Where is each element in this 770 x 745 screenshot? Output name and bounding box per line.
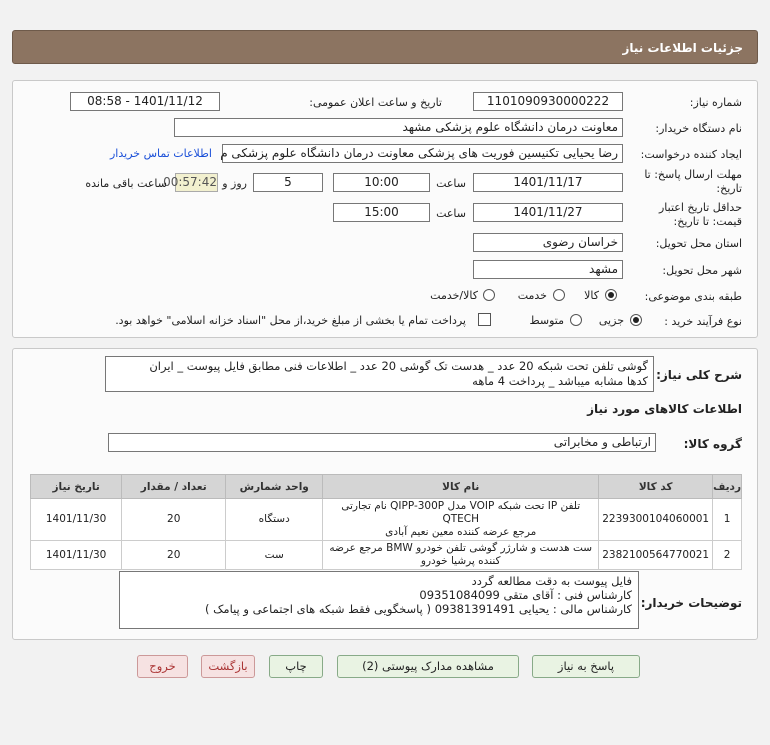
page-title-bar [12,30,758,64]
print-button[interactable]: چاپ [269,655,323,678]
deadline-label-1: مهلت ارسال پاسخ: تا [644,168,742,181]
goods-table [30,474,742,570]
view-attachments-button[interactable]: مشاهده مدارک پیوستی (2) [337,655,519,678]
row-name-line1: ست هدست و شارژر گوشی تلفن خودرو BMW مرجع عرضه [329,542,593,554]
need-number-label: شماره نیاز: [689,96,742,109]
category-radio-both[interactable] [483,289,495,301]
validity-label-2: قیمت: تا تاریخ: [673,215,742,228]
row-date: 1401/11/30 [31,499,122,541]
requester-field: رضا یحیایی تکنیسین فوریت های پزشکی معاونت درمان دانشگاه علوم پزشکی م [222,144,623,163]
process-radio-medium[interactable] [570,314,582,326]
col-unit-header: واحد شمارش [226,475,323,499]
process-option-medium: متوسط [529,314,564,327]
row-index: 1 [713,499,742,541]
need-number-field: 1101090930000222 [473,92,623,111]
row-unit: دستگاه [226,499,323,541]
city-label: شهر محل تحویل: [662,264,742,277]
row-name [323,499,599,541]
province-field: خراسان رضوی [473,233,623,252]
treasury-payment-note: پرداخت تمام یا بخشی از مبلغ خرید،از محل "اسناد خزانه اسلامی" خواهد بود. [115,314,466,327]
row-code: 2382100564770021 [599,541,713,570]
summary-label: شرح کلی نیاز: [656,368,742,382]
deadline-date-field: 1401/11/17 [473,173,623,192]
category-radio-goods[interactable] [605,289,617,301]
category-option-service: خدمت [517,289,547,302]
row-name-line2: مرجع عرضه کننده معین نعیم آبادی [385,526,537,538]
buyer-contact-link[interactable]: اطلاعات تماس خریدار [110,147,212,160]
row-unit: ست [226,541,323,570]
page-title: جزئیات اطلاعات نیاز [622,41,743,55]
process-radio-minor[interactable] [630,314,642,326]
city-field: مشهد [473,260,623,279]
goods-section-title: اطلاعات کالاهای مورد نیاز [587,402,742,416]
remaining-label: ساعت باقی مانده [85,177,167,190]
row-code: 2239300104060001 [599,499,713,541]
deadline-time-field: 10:00 [333,173,430,192]
requester-label: ایجاد کننده درخواست: [640,148,742,161]
province-label: استان محل تحویل: [655,237,742,250]
deadline-label-2: تاریخ: [716,182,742,195]
row-name [323,541,599,570]
row-date: 1401/11/30 [31,541,122,570]
exit-button[interactable]: خروج [137,655,188,678]
validity-time-field: 15:00 [333,203,430,222]
goods-group-field: ارتباطی و مخابراتی [108,433,656,452]
col-code-header: کد کالا [599,475,713,499]
days-label: روز و [222,177,247,190]
row-qty: 20 [122,499,226,541]
col-name-header: نام کالا [323,475,599,499]
col-date-header: تاریخ نیاز [31,475,122,499]
reply-button[interactable]: پاسخ به نیاز [532,655,640,678]
summary-box [105,356,654,392]
validity-time-label: ساعت [436,207,466,220]
back-button[interactable]: بازگشت [201,655,255,678]
row-name-line2: کننده پرشیا خودرو [420,555,501,567]
remaining-time-field: 00:57:42 [175,173,218,192]
table-row [31,499,742,541]
category-option-both: کالا/خدمت [430,289,478,302]
announce-field: 1401/11/12 - 08:58 [70,92,220,111]
announce-label: تاریخ و ساعت اعلان عمومی: [309,96,442,109]
summary-text-line1: گوشی تلفن تحت شبکه 20 عدد _ هدست تک گوشی 20 عدد _ اطلاعات فنی مطابق فایل پیوست _ ایران [149,359,648,373]
buyer-org-field: معاونت درمان دانشگاه علوم پزشکی مشهد [174,118,623,137]
buyer-notes-label: توضیحات خریدار: [640,596,742,610]
days-field: 5 [253,173,323,192]
row-qty: 20 [122,541,226,570]
buyer-notes-box [119,571,639,629]
process-label: نوع فرآیند خرید : [664,315,742,328]
row-name-line1: تلفن IP تحت شبکه VOIP مدل QIPP-300P نام تجارتی QTECH [341,500,581,525]
validity-label-1: حداقل تاریخ اعتبار [658,201,742,214]
table-row [31,541,742,570]
category-label: طبقه بندی موضوعی: [644,290,742,303]
goods-table-header [31,475,742,499]
col-row-header: ردیف [713,475,742,499]
row-index: 2 [713,541,742,570]
buyer-notes-line2: کارشناس فنی : آقای متقی 09351084099 [419,588,632,602]
category-radio-service[interactable] [553,289,565,301]
buyer-notes-line1: فایل پیوست به دقت مطالعه گردد [471,574,632,588]
process-option-minor: جزیی [598,314,624,327]
treasury-payment-checkbox[interactable] [478,313,491,326]
buyer-notes-line3: کارشناس مالی : یحیایی 09381391491 ( پاسخگویی فقط شبکه های اجتماعی و پیامک ) [204,602,632,616]
deadline-time-label: ساعت [436,177,466,190]
category-option-goods: کالا [584,289,599,302]
summary-text-line2: کدها مشابه میباشد _ پرداخت 4 ماهه [472,374,648,388]
buyer-org-label: نام دستگاه خریدار: [655,122,742,135]
validity-date-field: 1401/11/27 [473,203,623,222]
col-qty-header: تعداد / مقدار [122,475,226,499]
goods-group-label: گروه کالا: [683,437,742,451]
